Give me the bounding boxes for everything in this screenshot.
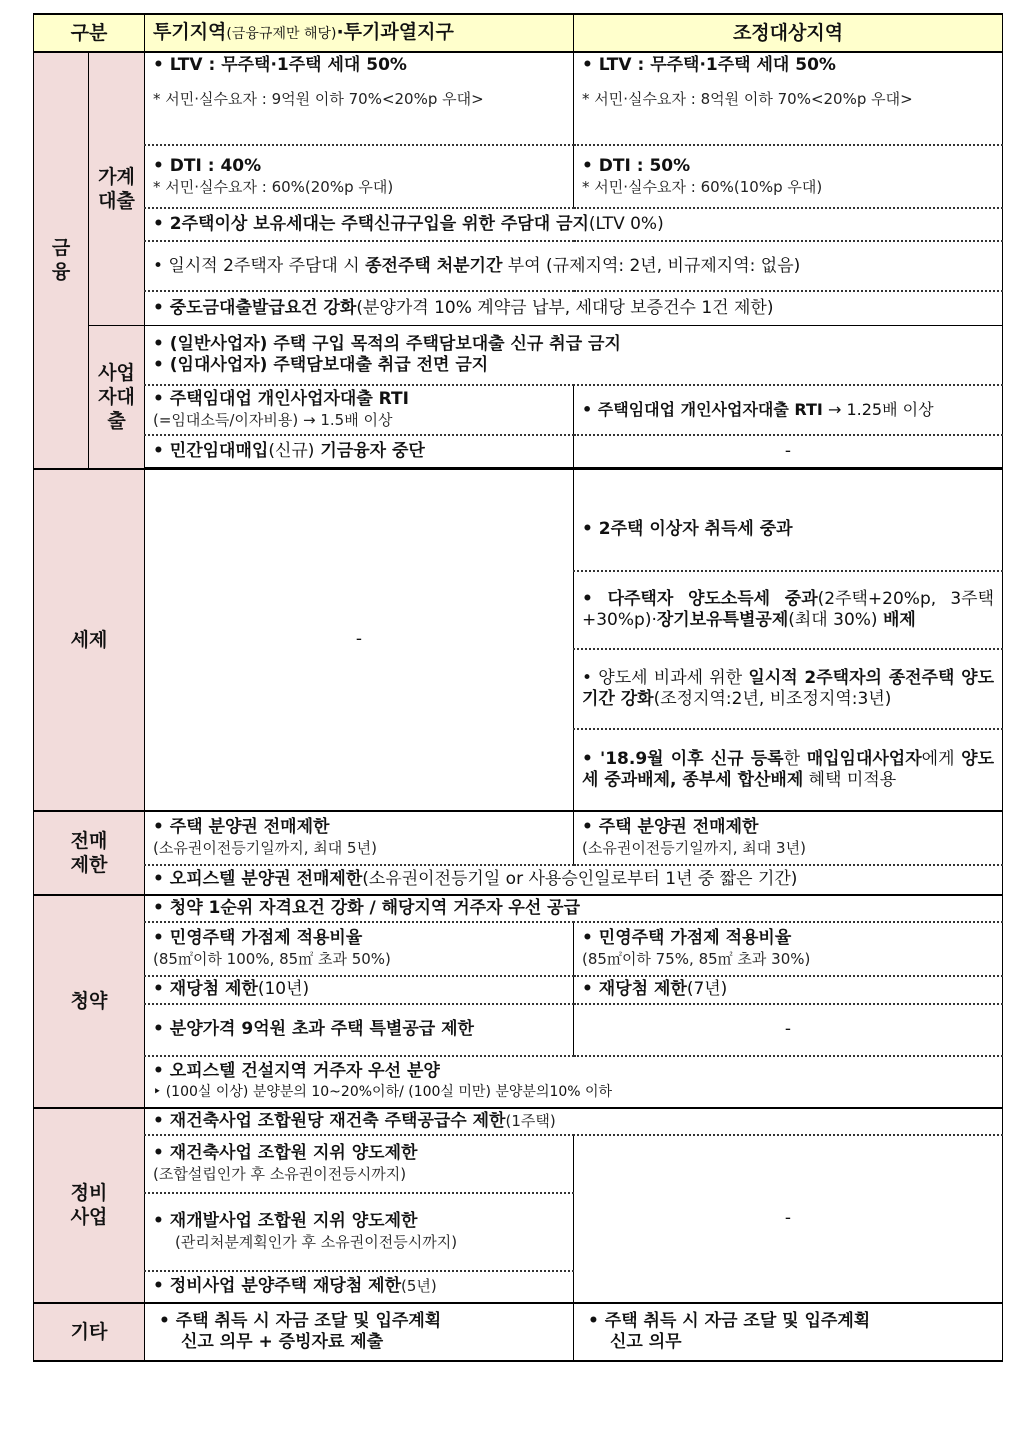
- funding-plan-adjustment: • 주택 취득 시 자금 조달 및 입주계획 신고 의무: [574, 1303, 1003, 1361]
- private-rental-fund-stop: • 민간임대매입(신규) 기금융자 중단: [145, 435, 574, 467]
- ltv-speculative: • LTV : 무주택·1주택 세대 50% * 서민·실수요자 : 9억원 이하 70%<20%p 우대>: [145, 52, 574, 145]
- funding-plan-speculative: • 주택 취득 시 자금 조달 및 입주계획 신고 의무 + 증빙자료 제출: [145, 1303, 574, 1361]
- rewin-limit-speculative: • 재당첨 제한(10년): [145, 976, 574, 1004]
- rewin-limit-adjustment: • 재당첨 제한(7년): [574, 976, 1003, 1004]
- dti-speculative: • DTI : 40% * 서민·실수요자 : 60%(20%p 우대): [145, 145, 574, 208]
- other-label: 기타: [34, 1303, 145, 1361]
- points-system-adjustment: • 민영주택 가점제 적용비율 (85㎡이하 75%, 85㎡ 초과 30%): [574, 922, 1003, 976]
- tax-label: 세제: [34, 469, 145, 811]
- subscription-label: 청약: [34, 895, 145, 1108]
- table-header-row: [34, 14, 1003, 52]
- header-adjustment-zone: 조정대상지역: [574, 14, 1003, 52]
- maintenance-rewin-limit: • 정비사업 분양주택 재당첨 제한(5년): [145, 1271, 574, 1303]
- maintenance-label: 정비사업: [34, 1108, 145, 1303]
- private-rental-adjustment: -: [574, 435, 1003, 467]
- multi-home-loan-ban: • 2주택이상 보유세대는 주택신규구입을 위한 주담대 금지(LTV 0%): [145, 208, 1003, 241]
- header-speculative-zone: 투기지역(금융규제만 해당)·투기과열지구: [145, 14, 574, 52]
- reconstruction-transfer-limit: • 재건축사업 조합원 지위 양도제한 (조합설립인가 후 소유권이전등시까지): [145, 1135, 574, 1193]
- household-loan-label: 가계대출: [89, 52, 145, 325]
- finance-label: 금융: [34, 52, 89, 469]
- tax-speculative: -: [145, 469, 574, 811]
- regulation-table: [33, 13, 1003, 1362]
- special-supply-limit: • 분양가격 9억원 초과 주택 특별공급 제한: [145, 1004, 574, 1056]
- maintenance-adjustment: -: [574, 1135, 1003, 1303]
- points-system-speculative: • 민영주택 가점제 적용비율 (85㎡이하 100%, 85㎡ 초과 50%): [145, 922, 574, 976]
- first-priority-requirements: • 청약 1순위 자격요건 강화 / 해당지역 거주자 우선 공급: [145, 895, 1003, 922]
- rental-business-tax-exclusion: • '18.9월 이후 신규 등록한 매입임대사업자에게 양도세 중과배제, 종부세 합산배제 혜택 미적용: [574, 729, 1003, 811]
- business-loan-label: 사업자대출: [89, 325, 145, 469]
- interim-loan-requirements: • 중도금대출발급요건 강화(분양가격 10% 계약금 납부, 세대당 보증건수 1건 제한): [145, 291, 1003, 325]
- resale-speculative: • 주택 분양권 전매제한 (소유권이전등기일까지, 최대 5년): [145, 811, 574, 865]
- resale-adjustment: • 주택 분양권 전매제한 (소유권이전등기일까지, 최대 3년): [574, 811, 1003, 865]
- redevelopment-transfer-limit: • 재개발사업 조합원 지위 양도제한 (관리처분계획인가 후 소유권이전등시까지): [145, 1193, 574, 1271]
- rti-adjustment: • 주택임대업 개인사업자대출 RTI → 1.25배 이상: [574, 385, 1003, 435]
- dti-adjustment: • DTI : 50% * 서민·실수요자 : 60%(10%p 우대): [574, 145, 1003, 208]
- officetel-local-priority: • 오피스텔 건설지역 거주자 우선 분양 ‣ (100실 이상) 분양분의 10~20%이하/ (100실 미만) 분양분의10% 이하: [145, 1056, 1003, 1108]
- acquisition-tax-surcharge: • 2주택 이상자 취득세 중과: [574, 469, 1003, 571]
- temporary-two-home-sale-period: • 양도세 비과세 위한 일시적 2주택자의 종전주택 양도기간 강화(조정지역:2년, 비조정지역:3년): [574, 649, 1003, 729]
- capital-gains-surcharge: • 다주택자 양도소득세 중과(2주택+20%p, 3주택+30%p)·장기보유특별공제(최대 30%) 배제: [574, 571, 1003, 649]
- resale-label: 전매제한: [34, 811, 145, 895]
- officetel-resale: • 오피스텔 분양권 전매제한(소유권이전등기일 or 사용승인일로부터 1년 중 짧은 기간): [145, 865, 1003, 895]
- temporary-two-home-loan: • 일시적 2주택자 주담대 시 종전주택 처분기간 부여 (규제지역: 2년, 비규제지역: 없음): [145, 241, 1003, 291]
- special-supply-adjustment: -: [574, 1004, 1003, 1056]
- header-category: 구분: [34, 14, 145, 52]
- reconstruction-supply-limit: • 재건축사업 조합원당 재건축 주택공급수 제한(1주택): [145, 1108, 1003, 1135]
- business-mortgage-ban: • (일반사업자) 주택 구입 목적의 주택담보대출 신규 취급 금지 • (임대사업자) 주택담보대출 취급 전면 금지: [145, 325, 1003, 385]
- rti-speculative: • 주택임대업 개인사업자대출 RTI (=임대소득/이자비용) → 1.5배 이상: [145, 385, 574, 435]
- ltv-adjustment: • LTV : 무주택·1주택 세대 50% * 서민·실수요자 : 8억원 이하 70%<20%p 우대>: [574, 52, 1003, 145]
